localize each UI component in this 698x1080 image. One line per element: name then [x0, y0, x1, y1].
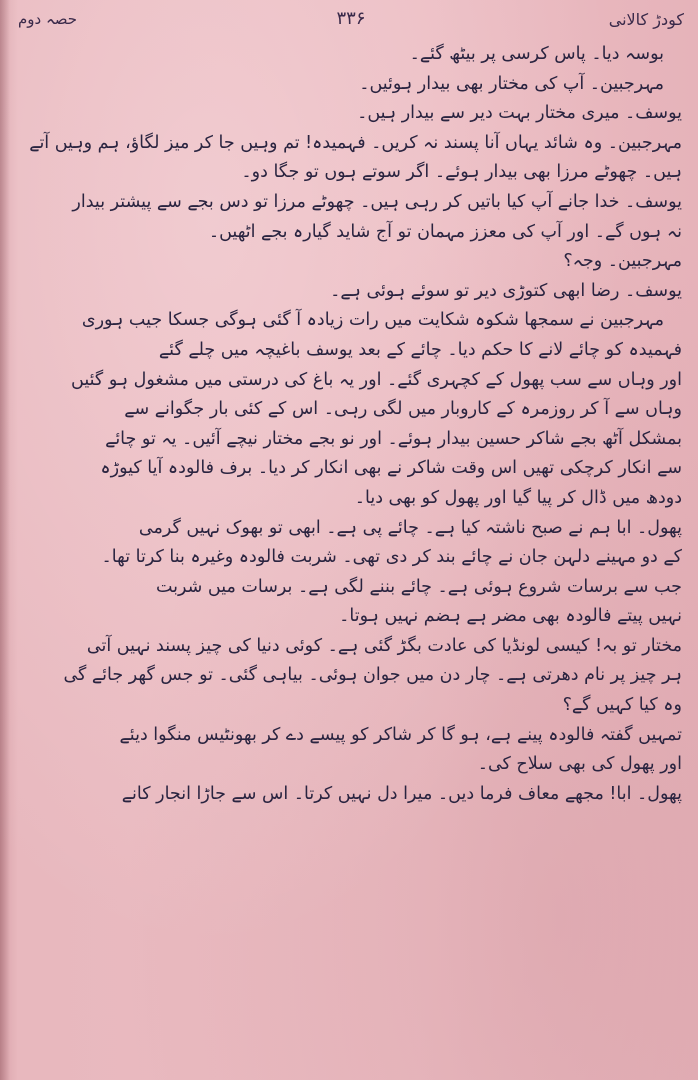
text-line: یوسف۔ میری مختار بہت دیر سے بیدار ہیں۔: [357, 103, 682, 124]
text-line: نہیں پیتے فالودہ بھی مضر ہے ہضم نہیں ہوتا۔: [339, 606, 682, 627]
text-line: کے دو مہینے دلہن جان نے چائے بند کر دی تھی۔ شربت فالودہ وغیرہ بنا کرتا تھا۔: [101, 547, 682, 568]
page-body: [22, 40, 682, 1074]
text-line: اور وہاں سے سب پھول کے کچہری گئے۔ اور یہ باغ کی درستی میں مشغول ہو گئیں: [71, 369, 682, 390]
text-line: تمہیں گفتہ فالودہ پینے ہے، ہو گا کر شاکر کو پیسے دے کر بھونٹیس منگوا دیئے: [119, 724, 682, 745]
text-line: یوسف۔ خدا جانے آپ کیا باتیں کر رہی ہیں۔ چھوٹے مرزا تو دس بجے سے پیشتر بیدار: [72, 191, 682, 212]
text-line: پھول۔ ابا! مجھے معاف فرما دیں۔ میرا دل نہیں کرتا۔ اس سے جاڑا انجار کانے: [121, 783, 682, 804]
text-line: ہر چیز پر نام دھرتی ہے۔ چار دن میں جوان ہوئی۔ بیاہی گئی۔ تو جس گھر جائے گی: [63, 665, 682, 686]
text-line: فہمیدہ کو چائے لانے کا حکم دیا۔ چائے کے بعد یوسف باغیچہ میں چلے گئے: [158, 339, 682, 360]
page-number: ۳۳۶: [336, 8, 366, 29]
text-line: بوسہ دیا۔ پاس کرسی پر بیٹھ گئے۔: [409, 44, 664, 64]
text-line: نہ ہوں گے۔ اور آپ کی معزز مہمان تو آج شاید گیارہ بجے اٹھیں۔: [208, 221, 682, 242]
text-line: سے انکار کرچکی تھیں اس وقت شاکر نے بھی انکار کر دیا۔ برف فالودہ آیا کیوڑہ: [100, 458, 682, 479]
text-line: مہرجبین نے سمجھا شکوہ شکایت میں رات زیادہ آ گئی ہوگی جسکا جیب ہوری: [81, 310, 664, 331]
section-label: حصہ دوم: [18, 10, 78, 28]
text-line: وہ کیا کہیں گے؟: [562, 695, 682, 716]
text-line: ہیں۔ چھوٹے مرزا بھی بیدار ہوئے۔ اگر سوتے ہوں تو جگا دو۔: [241, 162, 682, 183]
text-line: وہاں سے آ کر روزمرہ کے کاروبار میں لگی رہی۔ اس کے کئی بار جگوانے سے: [124, 399, 682, 420]
text-line: پھول۔ ابا ہم نے صبح ناشتہ کیا ہے۔ چائے پی ہے۔ ابھی تو بھوک نہیں گرمی: [138, 517, 682, 538]
page-header: [18, 6, 684, 36]
book-title: کودڑ کالانی: [608, 10, 684, 29]
text-line: مہرجبین۔ آپ کی مختار بھی بیدار ہوئیں۔: [359, 73, 664, 94]
text-line: اور پھول کی بھی سلاح کی۔: [477, 754, 682, 775]
text-line: دودھ میں ڈال کر پیا گیا اور پھول کو بھی دیا۔: [354, 487, 682, 508]
text-line: مہرجبین۔ وجہ؟: [563, 251, 682, 272]
page-binding-shadow: [0, 0, 10, 1080]
text-line: یوسف۔ رضا ابھی کتوڑی دیر تو سوئے ہوئی ہے۔: [330, 280, 682, 301]
text-line: بمشکل آٹھ بجے شاکر حسین بیدار ہوئے۔ اور نو بجے مختار نیچے آئیں۔ یہ تو چائے: [105, 428, 682, 449]
text-line: مختار تو بہ! کیسی لونڈیا کی عادت بگڑ گئی ہے۔ کوئی دنیا کی چیز پسند نہیں آتی: [86, 635, 682, 656]
text-line: مہرجبین۔ وہ شائد یہاں آنا پسند نہ کریں۔ فہمیدہ! تم وہیں جا کر میز لگاؤ، ہم وہیں آتے: [29, 132, 682, 153]
text-line: جب سے برسات شروع ہوئی ہے۔ چائے بننے لگی ہے۔ برسات میں شربت: [155, 576, 682, 597]
